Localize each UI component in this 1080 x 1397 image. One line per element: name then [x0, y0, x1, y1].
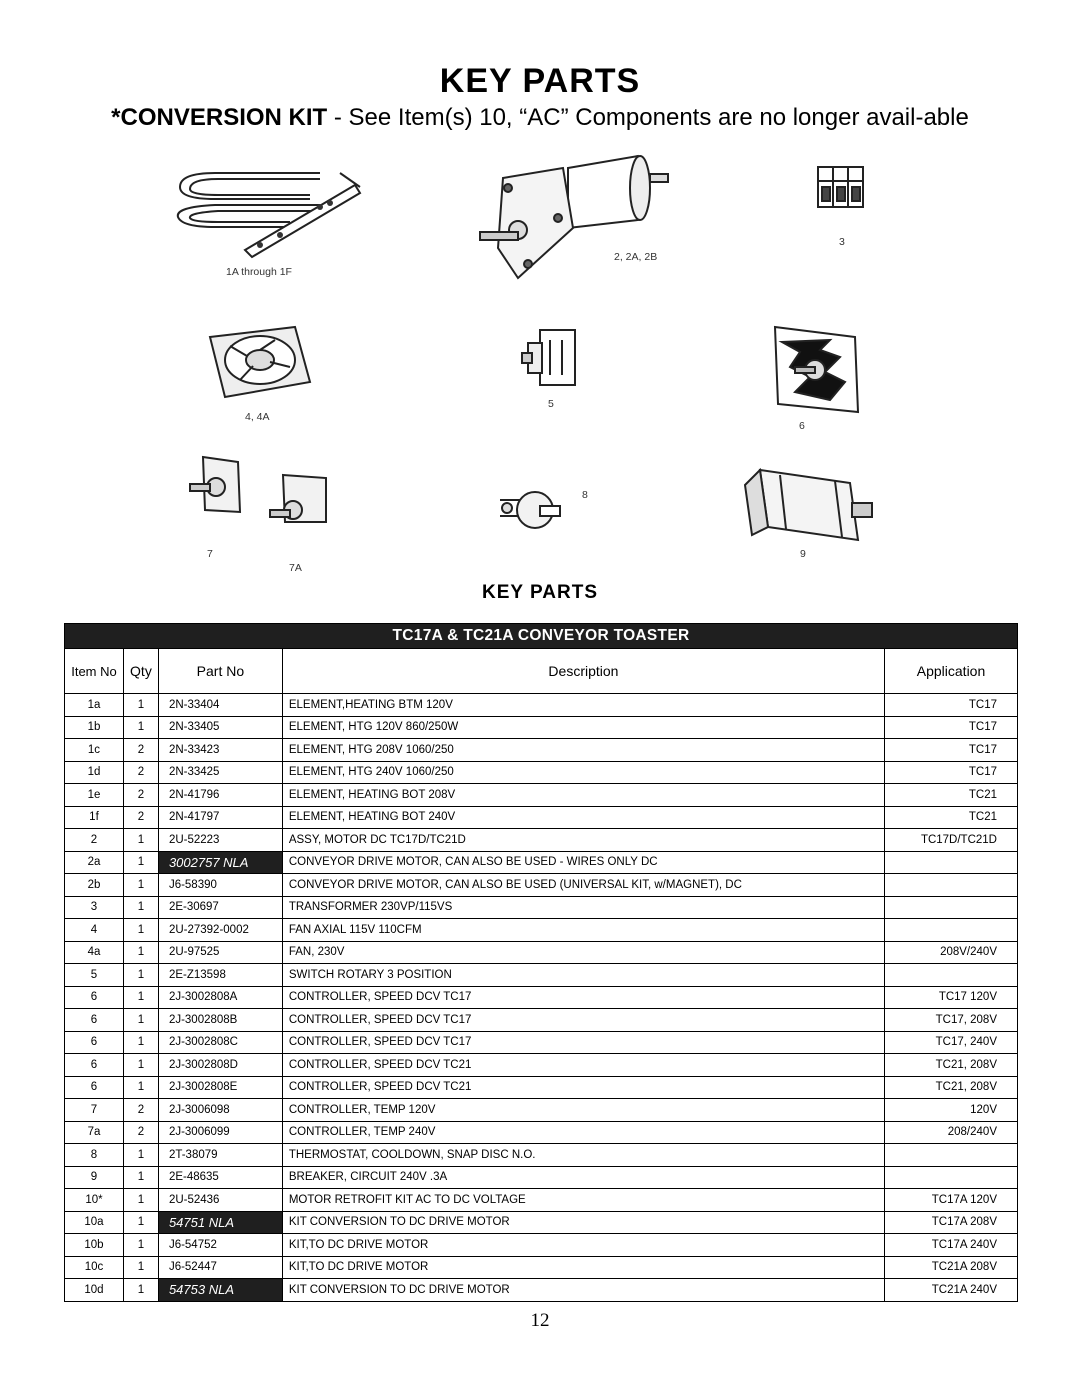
- cell-item-no: 2: [65, 829, 124, 852]
- cell-description: ASSY, MOTOR DC TC17D/TC21D: [282, 829, 884, 852]
- header-description: Description: [282, 649, 884, 694]
- figure-caption-5: 5: [548, 398, 554, 410]
- table-row: [65, 1076, 1018, 1099]
- table-row: [65, 1279, 1018, 1302]
- cell-part-no: 2J-3006098: [158, 1099, 282, 1122]
- cell-description: KIT,TO DC DRIVE MOTOR: [282, 1234, 884, 1257]
- table-row: [65, 919, 1018, 942]
- cell-qty: 2: [123, 806, 158, 829]
- cell-description: TRANSFORMER 230VP/115VS: [282, 896, 884, 919]
- cell-application: TC21A 208V: [885, 1256, 1018, 1279]
- cell-qty: 1: [123, 694, 158, 717]
- table-caption: TC17A & TC21A CONVEYOR TOASTER: [65, 624, 1018, 649]
- table-row: [65, 964, 1018, 987]
- cell-item-no: 10a: [65, 1211, 124, 1234]
- cell-item-no: 1d: [65, 761, 124, 784]
- temp-controller-120v-illustration: [188, 452, 248, 522]
- table-row: [65, 829, 1018, 852]
- cell-application: TC21: [885, 806, 1018, 829]
- cell-part-no: 3002757 NLA: [158, 851, 282, 874]
- cell-part-no: 2E-30697: [158, 896, 282, 919]
- cell-qty: 1: [123, 874, 158, 897]
- transformer-illustration: [808, 157, 868, 217]
- cell-application: 208V/240V: [885, 941, 1018, 964]
- cell-part-no: 2N-41797: [158, 806, 282, 829]
- cell-item-no: 10b: [65, 1234, 124, 1257]
- figure-caption-8: 8: [582, 489, 588, 501]
- table-row: [65, 1121, 1018, 1144]
- cell-qty: 1: [123, 716, 158, 739]
- table-row: [65, 739, 1018, 762]
- cell-qty: 1: [123, 1166, 158, 1189]
- cell-application: TC17A 240V: [885, 1234, 1018, 1257]
- cell-part-no: 2J-3002808C: [158, 1031, 282, 1054]
- cell-description: KIT CONVERSION TO DC DRIVE MOTOR: [282, 1211, 884, 1234]
- heating-element-illustration: [170, 165, 370, 260]
- conversion-kit-note: [100, 103, 980, 132]
- cell-application: [885, 896, 1018, 919]
- fan-illustration: [205, 322, 315, 402]
- figure-caption-6: 6: [799, 420, 805, 432]
- table-row: [65, 761, 1018, 784]
- figure-caption-3: 3: [839, 236, 845, 248]
- cell-description: ELEMENT, HTG 120V 860/250W: [282, 716, 884, 739]
- drive-motor-illustration: [478, 148, 678, 288]
- cell-description: CONTROLLER, SPEED DCV TC21: [282, 1076, 884, 1099]
- cell-item-no: 8: [65, 1144, 124, 1167]
- cell-description: CONTROLLER, TEMP 120V: [282, 1099, 884, 1122]
- cell-qty: 1: [123, 1256, 158, 1279]
- cell-description: ELEMENT, HEATING BOT 208V: [282, 784, 884, 807]
- figure-caption-9: 9: [800, 548, 806, 560]
- figure-caption-7: 7: [207, 548, 213, 560]
- cell-qty: 1: [123, 1234, 158, 1257]
- cell-part-no: 2U-97525: [158, 941, 282, 964]
- cell-item-no: 1b: [65, 716, 124, 739]
- cell-qty: 1: [123, 986, 158, 1009]
- figure-caption-2: 2, 2A, 2B: [614, 251, 658, 263]
- cell-item-no: 7a: [65, 1121, 124, 1144]
- cell-qty: 1: [123, 1144, 158, 1167]
- table-row: [65, 1256, 1018, 1279]
- header-item-no: Item No: [65, 649, 124, 694]
- header-qty: Qty: [123, 649, 158, 694]
- cell-part-no: 2N-41796: [158, 784, 282, 807]
- cell-qty: 1: [123, 1211, 158, 1234]
- cell-item-no: 4a: [65, 941, 124, 964]
- cell-qty: 1: [123, 1189, 158, 1212]
- cell-application: TC17: [885, 716, 1018, 739]
- cell-part-no: 2J-3002808A: [158, 986, 282, 1009]
- table-row: [65, 806, 1018, 829]
- cell-part-no: J6-54752: [158, 1234, 282, 1257]
- cell-qty: 1: [123, 941, 158, 964]
- header-part-no: Part No: [158, 649, 282, 694]
- cell-application: TC17, 208V: [885, 1009, 1018, 1032]
- cell-item-no: 7: [65, 1099, 124, 1122]
- cell-application: [885, 851, 1018, 874]
- cell-item-no: 6: [65, 1009, 124, 1032]
- cell-item-no: 10d: [65, 1279, 124, 1302]
- cell-description: FAN, 230V: [282, 941, 884, 964]
- cell-qty: 1: [123, 851, 158, 874]
- cell-application: TC17: [885, 694, 1018, 717]
- section-title: KEY PARTS: [482, 582, 598, 603]
- cell-part-no: 2U-52436: [158, 1189, 282, 1212]
- cell-application: 120V: [885, 1099, 1018, 1122]
- thermostat-illustration: [495, 488, 565, 538]
- cell-description: CONTROLLER, SPEED DCV TC17: [282, 1031, 884, 1054]
- cell-description: CONTROLLER, SPEED DCV TC21: [282, 1054, 884, 1077]
- cell-application: [885, 874, 1018, 897]
- cell-application: TC21: [885, 784, 1018, 807]
- cell-description: ELEMENT,HEATING BTM 120V: [282, 694, 884, 717]
- cell-item-no: 6: [65, 1054, 124, 1077]
- cell-description: ELEMENT, HTG 208V 1060/250: [282, 739, 884, 762]
- table-row: [65, 1211, 1018, 1234]
- cell-part-no: 2J-3006099: [158, 1121, 282, 1144]
- cell-item-no: 3: [65, 896, 124, 919]
- cell-application: TC17, 240V: [885, 1031, 1018, 1054]
- cell-part-no: 2N-33405: [158, 716, 282, 739]
- cell-item-no: 1c: [65, 739, 124, 762]
- table-row: [65, 896, 1018, 919]
- cell-qty: 1: [123, 1076, 158, 1099]
- figure-caption-7a: 7A: [289, 562, 302, 574]
- conversion-kit-text: - See Item(s) 10, “AC” Components are no longer avail-able: [327, 104, 969, 131]
- cell-item-no: 6: [65, 1076, 124, 1099]
- cell-item-no: 1e: [65, 784, 124, 807]
- cell-part-no: J6-58390: [158, 874, 282, 897]
- cell-part-no: 2J-3002808B: [158, 1009, 282, 1032]
- cell-application: 208/240V: [885, 1121, 1018, 1144]
- cell-qty: 1: [123, 829, 158, 852]
- table-row: [65, 1189, 1018, 1212]
- cell-application: [885, 919, 1018, 942]
- page-title: KEY PARTS: [439, 62, 641, 100]
- cell-item-no: 1f: [65, 806, 124, 829]
- figure-caption-4: 4, 4A: [245, 411, 270, 423]
- figure-caption-1: 1A through 1F: [226, 266, 292, 278]
- table-row: [65, 1234, 1018, 1257]
- cell-qty: 2: [123, 739, 158, 762]
- cell-description: ELEMENT, HTG 240V 1060/250: [282, 761, 884, 784]
- cell-item-no: 6: [65, 1031, 124, 1054]
- cell-application: TC17: [885, 739, 1018, 762]
- rotary-switch-illustration: [520, 325, 580, 395]
- table-row: [65, 1054, 1018, 1077]
- table-row: [65, 1144, 1018, 1167]
- cell-description: ELEMENT, HEATING BOT 240V: [282, 806, 884, 829]
- cell-description: THERMOSTAT, COOLDOWN, SNAP DISC N.O.: [282, 1144, 884, 1167]
- cell-part-no: 2T-38079: [158, 1144, 282, 1167]
- page-number: 12: [530, 1310, 550, 1331]
- cell-item-no: 10*: [65, 1189, 124, 1212]
- table-row: [65, 851, 1018, 874]
- cell-description: FAN AXIAL 115V 110CFM: [282, 919, 884, 942]
- cell-qty: 1: [123, 1279, 158, 1302]
- cell-part-no: 2N-33404: [158, 694, 282, 717]
- cell-description: BREAKER, CIRCUIT 240V .3A: [282, 1166, 884, 1189]
- cell-application: TC17D/TC21D: [885, 829, 1018, 852]
- cell-description: SWITCH ROTARY 3 POSITION: [282, 964, 884, 987]
- cell-description: CONVEYOR DRIVE MOTOR, CAN ALSO BE USED - WIRES ONLY DC: [282, 851, 884, 874]
- cell-application: [885, 1166, 1018, 1189]
- cell-description: MOTOR RETROFIT KIT AC TO DC VOLTAGE: [282, 1189, 884, 1212]
- parts-table: [64, 623, 1018, 1302]
- cell-part-no: 2N-33425: [158, 761, 282, 784]
- cell-application: TC17A 120V: [885, 1189, 1018, 1212]
- cell-item-no: 1a: [65, 694, 124, 717]
- cell-item-no: 2b: [65, 874, 124, 897]
- cell-qty: 1: [123, 1054, 158, 1077]
- cell-item-no: 2a: [65, 851, 124, 874]
- cell-qty: 1: [123, 1031, 158, 1054]
- cell-application: TC21, 208V: [885, 1054, 1018, 1077]
- temp-controller-240v-illustration: [268, 470, 333, 530]
- circuit-breaker-illustration: [740, 465, 880, 550]
- cell-item-no: 4: [65, 919, 124, 942]
- cell-part-no: 2J-3002808E: [158, 1076, 282, 1099]
- cell-description: KIT CONVERSION TO DC DRIVE MOTOR: [282, 1279, 884, 1302]
- cell-description: CONTROLLER, SPEED DCV TC17: [282, 986, 884, 1009]
- table-row: [65, 694, 1018, 717]
- table-row: [65, 716, 1018, 739]
- cell-description: CONVEYOR DRIVE MOTOR, CAN ALSO BE USED (UNIVERSAL KIT, w/MAGNET), DC: [282, 874, 884, 897]
- cell-item-no: 6: [65, 986, 124, 1009]
- cell-part-no: 2N-33423: [158, 739, 282, 762]
- cell-qty: 2: [123, 761, 158, 784]
- cell-application: TC17 120V: [885, 986, 1018, 1009]
- table-row: [65, 1031, 1018, 1054]
- cell-application: TC21, 208V: [885, 1076, 1018, 1099]
- cell-description: CONTROLLER, TEMP 240V: [282, 1121, 884, 1144]
- cell-qty: 1: [123, 919, 158, 942]
- cell-item-no: 9: [65, 1166, 124, 1189]
- table-row: [65, 1099, 1018, 1122]
- cell-part-no: 2E-48635: [158, 1166, 282, 1189]
- cell-description: KIT,TO DC DRIVE MOTOR: [282, 1256, 884, 1279]
- header-application: Application: [885, 649, 1018, 694]
- cell-part-no: 2J-3002808D: [158, 1054, 282, 1077]
- cell-application: TC21A 240V: [885, 1279, 1018, 1302]
- cell-part-no: 2U-52223: [158, 829, 282, 852]
- cell-qty: 1: [123, 1009, 158, 1032]
- cell-application: [885, 1144, 1018, 1167]
- cell-part-no: J6-52447: [158, 1256, 282, 1279]
- cell-item-no: 10c: [65, 1256, 124, 1279]
- table-row: [65, 784, 1018, 807]
- cell-application: TC17A 208V: [885, 1211, 1018, 1234]
- table-row: [65, 874, 1018, 897]
- cell-part-no: 2E-Z13598: [158, 964, 282, 987]
- speed-controller-illustration: [770, 322, 865, 417]
- cell-description: CONTROLLER, SPEED DCV TC17: [282, 1009, 884, 1032]
- cell-application: [885, 964, 1018, 987]
- cell-qty: 2: [123, 784, 158, 807]
- cell-part-no: 54753 NLA: [158, 1279, 282, 1302]
- table-row: [65, 1166, 1018, 1189]
- cell-qty: 1: [123, 896, 158, 919]
- conversion-kit-label: *CONVERSION KIT: [111, 104, 328, 131]
- table-row: [65, 941, 1018, 964]
- table-row: [65, 1009, 1018, 1032]
- cell-qty: 2: [123, 1099, 158, 1122]
- table-row: [65, 986, 1018, 1009]
- cell-part-no: 54751 NLA: [158, 1211, 282, 1234]
- cell-qty: 1: [123, 964, 158, 987]
- cell-part-no: 2U-27392-0002: [158, 919, 282, 942]
- cell-qty: 2: [123, 1121, 158, 1144]
- cell-item-no: 5: [65, 964, 124, 987]
- cell-application: TC17: [885, 761, 1018, 784]
